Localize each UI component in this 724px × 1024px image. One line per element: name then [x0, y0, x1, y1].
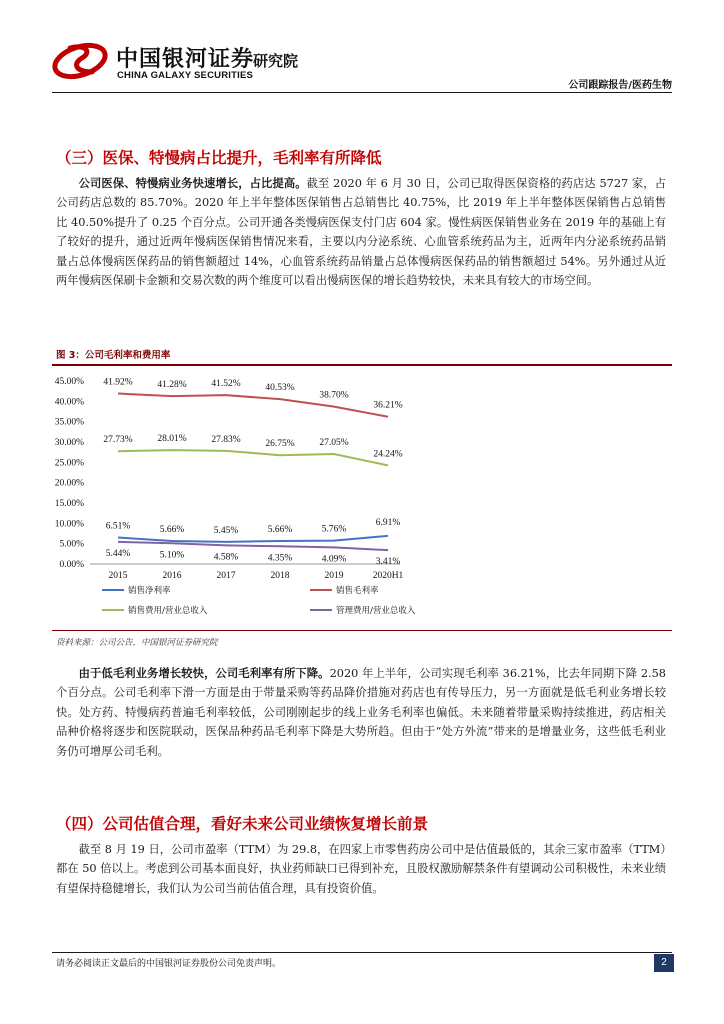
data-label: 5.66%	[267, 524, 293, 535]
logo-english-name: CHINA GALAXY SECURITIES	[117, 70, 254, 81]
data-label: 41.52%	[211, 379, 241, 390]
legend-label: 管理费用/营业总收入	[336, 606, 416, 616]
page-number: 2	[654, 954, 674, 972]
data-label: 5.10%	[159, 550, 185, 561]
series-line	[118, 542, 388, 550]
section-4-title: （四）公司估值合理，看好未来公司业绩恢复增长前景	[56, 815, 429, 833]
y-axis-ticks	[55, 377, 84, 570]
data-label: 27.73%	[103, 435, 133, 446]
y-tick-label: 25.00%	[54, 458, 84, 469]
x-axis-ticks	[109, 571, 404, 581]
margin-paragraph	[56, 664, 666, 761]
footer-disclaimer: 请务必阅读正文最后的中国银河证券股份公司免责声明。	[56, 959, 282, 969]
data-label: 5.76%	[321, 524, 347, 535]
data-label: 24.24%	[373, 449, 403, 460]
margin-paragraph-body: 2020 年上半年，公司实现毛利率 36.21%，比去年同期下降 2.58 个百分点。公司毛利率下滑一方面是由于带量采购等药品降价措施对药店也有传导压力，另一方面就是低毛利业务增长较快。处方药、特慢病药普遍毛利率较低，公司刚刚起步的线上业务毛利率也偏低。未来随着带量采购持续推进，药店相关品种价格将逐步和医院联动，医保品种药品毛利率下降是大势所趋。但由于“处方外流”带来的是增量业务，这些低毛利业务仍可增厚公司毛利。	[56, 667, 666, 758]
series-line	[118, 536, 388, 542]
footer-divider	[52, 952, 672, 953]
data-label: 36.21%	[373, 400, 403, 411]
data-label: 4.35%	[267, 553, 293, 564]
y-tick-label: 20.00%	[54, 478, 84, 489]
y-tick-label: 40.00%	[54, 397, 84, 408]
data-label: 4.09%	[321, 554, 347, 565]
data-label: 3.41%	[375, 557, 401, 568]
galaxy-logo-icon	[52, 38, 108, 84]
y-tick-label: 30.00%	[54, 438, 84, 448]
section-4-paragraph: 截至 8 月 19 日，公司市盈率（TTM）为 29.8，在四家上市零售药房公司中是估值最低的，其余三家市盈率（TTM）都在 50 倍以上。考虑到公司基本面良好，执业药师缺口已得到补充，且股权激励解禁条件有望调动公司积极性，未来业绩有望保持稳健增长，我们认为公司当前估值合理，具有投资价值。	[56, 843, 666, 895]
series-line	[118, 450, 388, 465]
x-tick-label: 2017	[216, 571, 236, 581]
data-label: 28.01%	[157, 434, 187, 445]
x-tick-label: 2018	[270, 571, 290, 581]
legend-label: 销售毛利率	[336, 586, 379, 596]
header-divider	[52, 92, 672, 93]
chart-legend	[102, 585, 416, 616]
data-label: 6.91%	[375, 517, 401, 528]
data-label: 6.51%	[105, 521, 131, 532]
y-tick-label: 35.00%	[54, 417, 84, 428]
data-label: 5.66%	[159, 524, 185, 535]
logo-chinese-name: 中国银河证券	[116, 47, 255, 72]
x-tick-label: 2015	[108, 571, 128, 581]
y-tick-label: 45.00%	[54, 377, 84, 387]
data-label: 40.53%	[265, 383, 295, 394]
x-tick-label: 2016	[162, 571, 182, 581]
data-label: 27.05%	[319, 437, 349, 448]
section-3-title: （三）医保、特慢病占比提升，毛利率有所降低	[56, 149, 382, 167]
figure-source: 资料来源：公司公告，中国银河证券研究院	[56, 638, 218, 648]
section-3-lead: 公司医保、特慢病业务快速增长，占比提高。	[78, 177, 307, 190]
research-institute-label: 研究院	[253, 52, 299, 70]
figure-bottom-rule	[52, 630, 672, 631]
figure-top-rule	[52, 364, 672, 366]
data-label: 41.28%	[157, 380, 187, 391]
data-label: 5.44%	[105, 548, 131, 559]
data-label: 27.83%	[211, 434, 241, 445]
figure-title: 图 3：公司毛利率和费用率	[56, 350, 171, 361]
y-tick-label: 5.00%	[59, 539, 84, 550]
data-label: 4.58%	[213, 552, 239, 563]
data-label: 38.70%	[319, 390, 349, 401]
section-3-body: 截至 2020 年 6 月 30 日，公司已取得医保资格的药店达 5727 家，占公司药店总数的 85.70%。2020 年上半年整体医保销售占总销售比 40.75%，比 2019 年上半年整体医保销售占总销售比 40.50%提升了 0.25 个百分点。公司开通各类慢病医保支付门店 604 家。慢性病医保销售业务在 2019 年的基础上有了较好的提升，通过近两年慢病医保销售情况来看，主要以内分泌系统、心血管系统药品为主，近两年内分泌系统药品销量占总体慢病医保药品的销售额超过 14%，心血管系统药品销量占总体慢病医保药品的销售额超过 54%。另外通过从近两年慢病医保刷卡金额和交易次数的两个维度可以看出慢病医保的增长趋势较快，未来具有较大的市场空间。	[56, 177, 666, 288]
report-type: 公司跟踪报告/医药生物	[568, 80, 672, 91]
data-label: 5.45%	[213, 525, 239, 536]
data-label: 26.75%	[265, 439, 295, 450]
y-tick-label: 0.00%	[59, 560, 84, 570]
legend-label: 销售费用/营业总收入	[128, 606, 208, 616]
chart-series	[118, 394, 388, 551]
y-tick-label: 15.00%	[54, 499, 84, 509]
margin-expense-chart	[40, 370, 440, 626]
data-label: 41.92%	[103, 377, 133, 388]
y-tick-label: 10.00%	[54, 519, 84, 530]
section-3-paragraph	[56, 174, 666, 290]
page-header	[0, 0, 724, 100]
x-tick-label: 2019	[324, 571, 344, 581]
x-tick-label: 2020H1	[372, 571, 404, 581]
margin-paragraph-lead: 由于低毛利业务增长较快，公司毛利率有所下降。	[78, 667, 330, 680]
legend-label: 销售净利率	[128, 586, 171, 596]
